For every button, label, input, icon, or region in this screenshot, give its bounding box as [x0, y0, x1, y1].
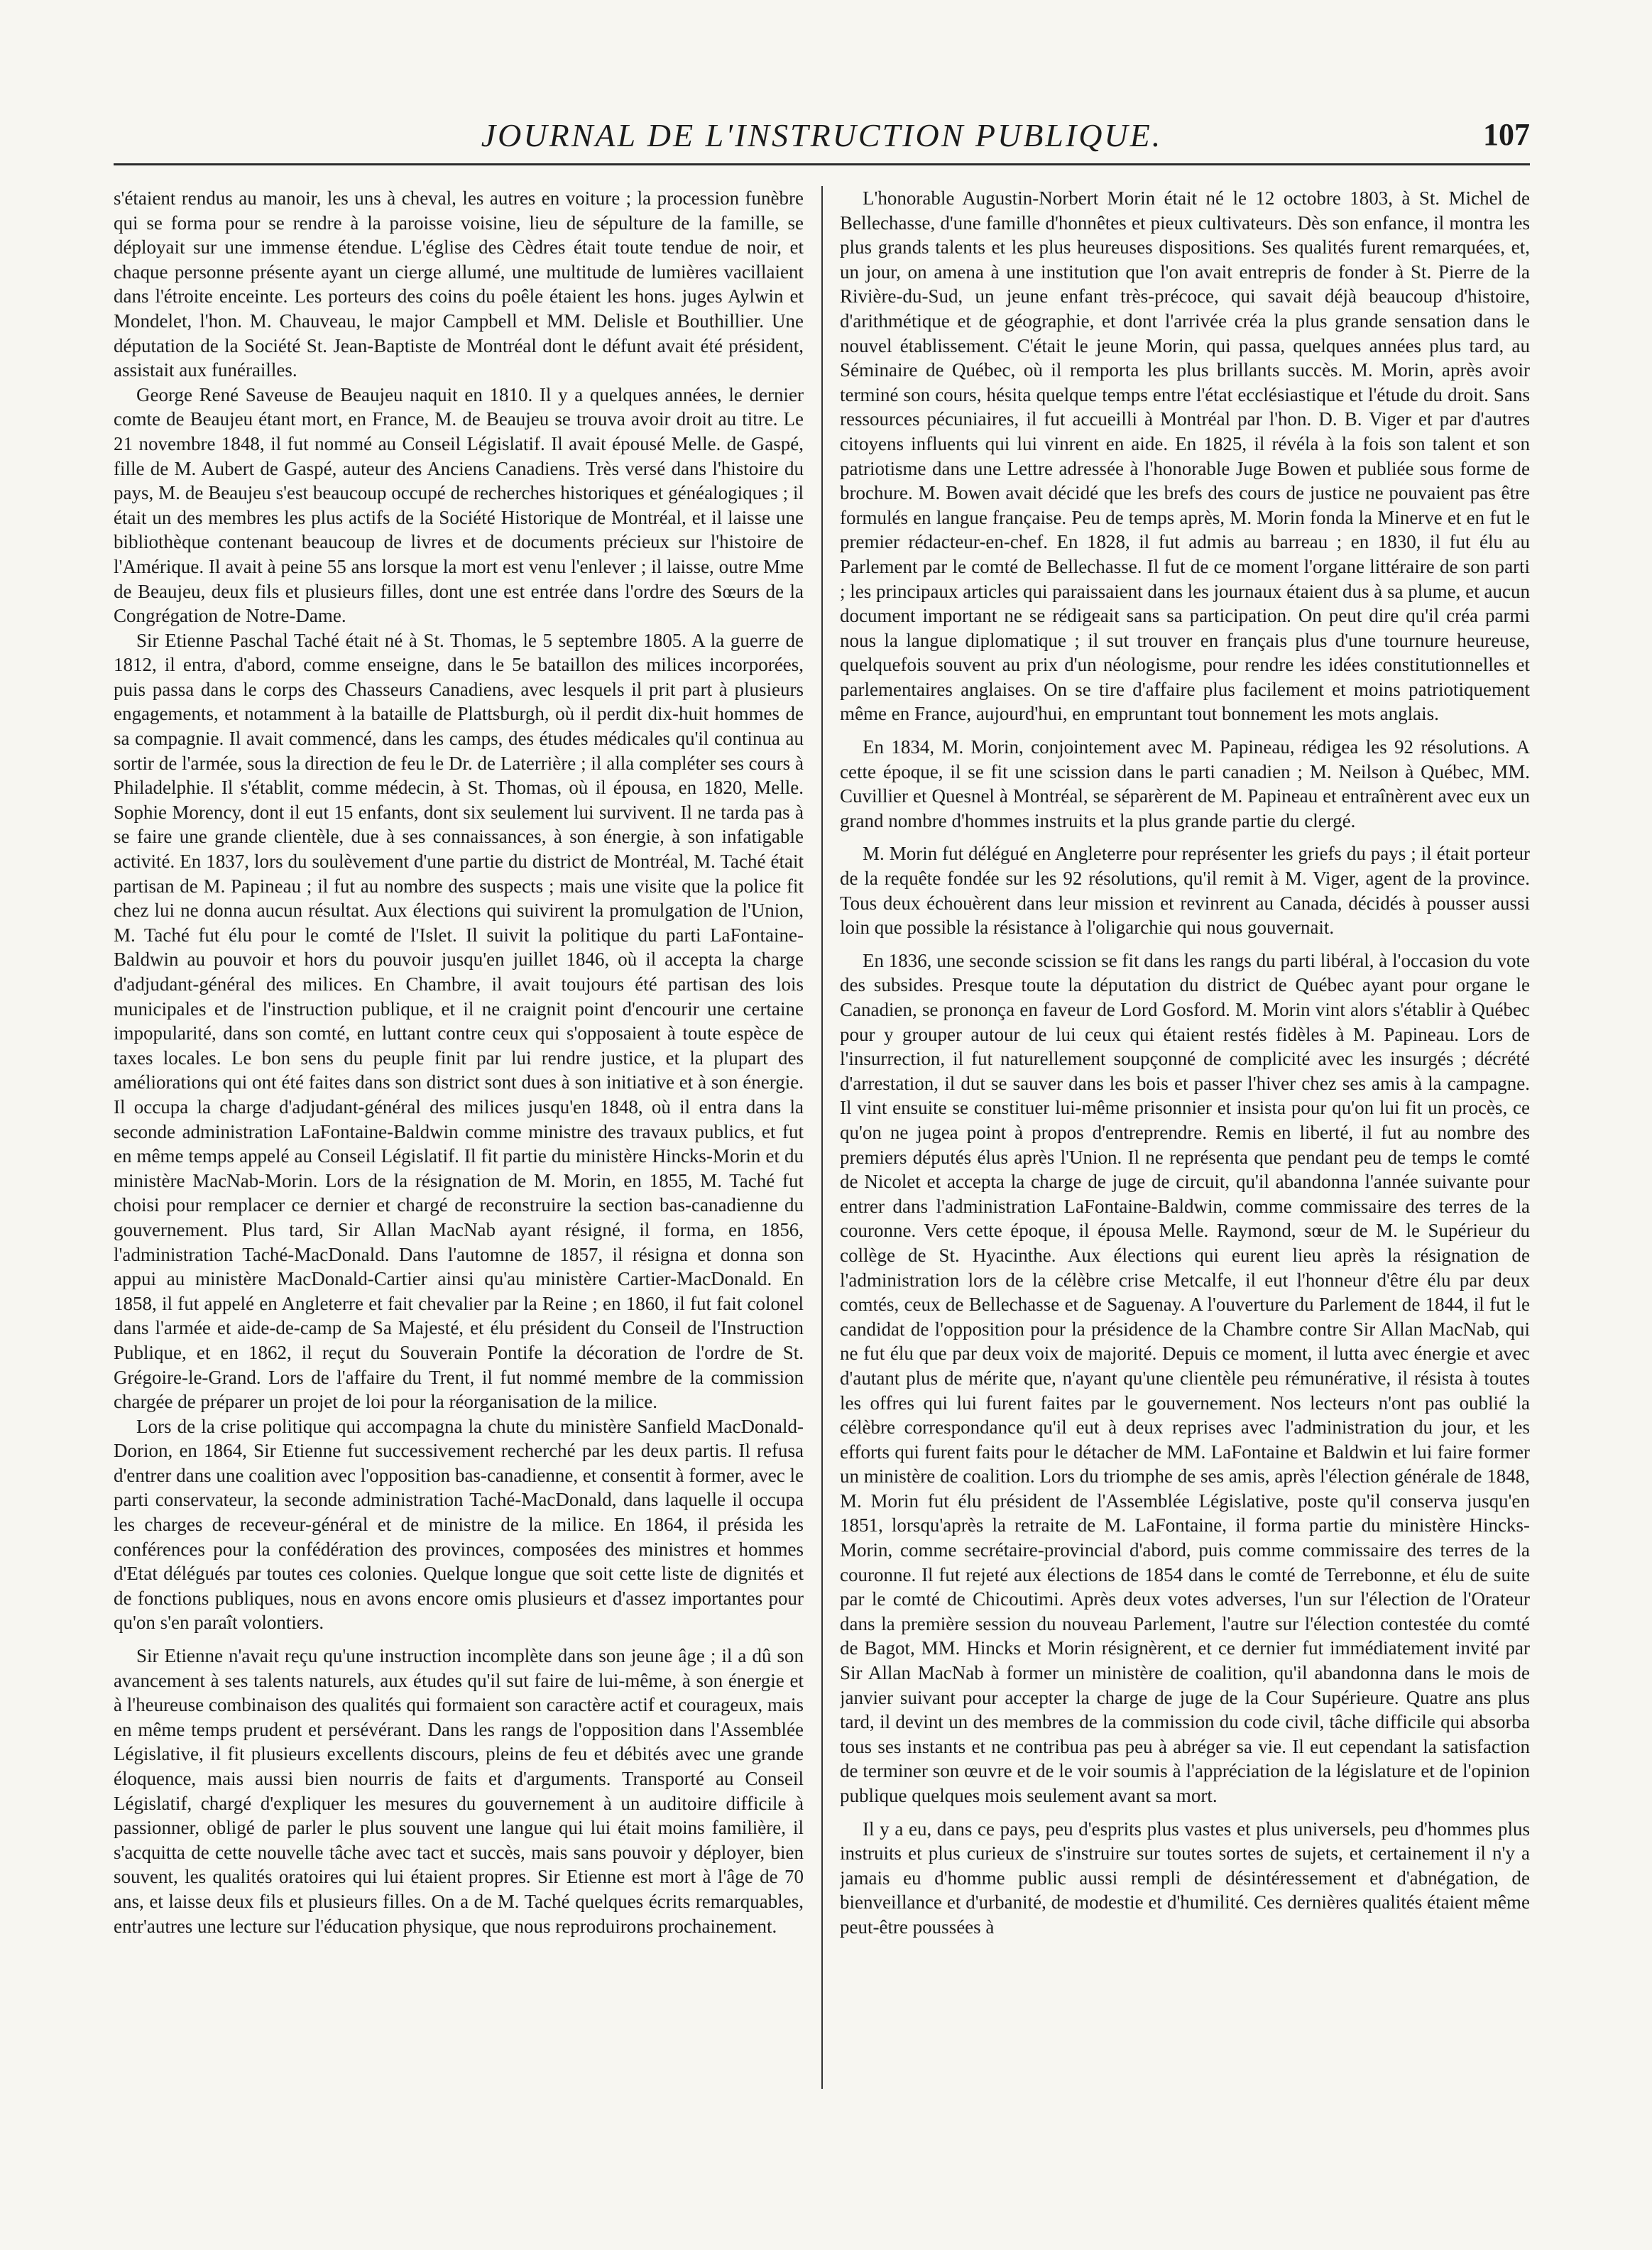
paragraph: L'honorable Augustin-Norbert Morin était né le 12 octobre 1803, à St. Michel de Bellechasse, d'une famille d'honnêtes et pieux cultivateurs. Dès son enfance, il montra les plus grands talents et les plus heureuses dispositions. Ses qualités furent remarquées, et, un jour, on amena à une institution que l'on avait entrepris de fonder à St. Pierre de la Rivière-du-Sud, un jeune enfant très-précoce, qui savait déjà beaucoup d'histoire, d'arithmétique et de géographie, et dont l'arrivée créa la plus grande sensation dans le nouvel établissement. C'était le jeune Morin, qui passa, quelques années plus tard, au Séminaire de Québec, où il remporta les plus brillants succès. M. Morin, après avoir terminé son cours, hésita quelque temps entre l'état ecclésiastique et l'étude du droit. Sans ressources pécuniaires, il fut accueilli à Montréal par l'hon. D. B. Viger et par d'autres citoyens influents qui lui vinrent en aide. En 1825, il révéla à la fois son talent et son patriotisme dans une Lettre adressée à l'honorable Juge Bowen et publiée sous forme de brochure. M. Bowen avait décidé que les brefs des cours de justice ne pouvaient pas être formulés en langue française. Peu de temps après, M. Morin fonda la Minerve et en fut le premier rédacteur-en-chef. En 1828, il fut admis au barreau ; en 1830, il fut élu au Parlement par le comté de Bellechasse. Il fut de ce moment l'organe littéraire de son parti ; les principaux articles qui paraissaient dans les journaux étaient dus à sa plume, et aucun document important ne se rédigeait sans sa participation. On peut dire qu'il créa parmi nous la langue diplomatique ; il sut trouver en français plus d'une tournure heureuse, quelquefois souvent au prix d'un néologisme, pour rendre les idées constitutionnelles et parlementaires anglaises. On se tire d'affaire plus facilement et moins patriotiquement même en France, aujourd'hui, en empruntant tout bonnement les mots anglais. [840, 187, 1530, 725]
left-column [114, 186, 804, 2096]
paragraph: s'étaient rendus au manoir, les uns à cheval, les autres en voiture ; la procession funèbre qui se forma pour se rendre à la paroisse voisine, lieu de sépulture de la famille, se déployait sur une immense étendue. L'église des Cèdres était toute tendue de noir, et chaque personne présente ayant un cierge allumé, une multitude de lumières vacillaient dans l'étroite enceinte. Les porteurs des coins du poêle étaient les hons. juges Aylwin et Mondelet, l'hon. M. Chauveau, le major Campbell et MM. Delisle et Bouthillier. Une députation de la Société St. Jean-Baptiste de Montréal dont le défunt avait été président, assistait aux funérailles. [114, 187, 804, 381]
paragraph: George René Saveuse de Beaujeu naquit en 1810. Il y a quelques années, le dernier comte de Beaujeu étant mort, en France, M. de Beaujeu se trouva avoir droit au titre. Le 21 novembre 1848, il fut nommé au Conseil Législatif. Il avait épousé Melle. de Gaspé, fille de M. Aubert de Gaspé, auteur des Anciens Canadiens. Très versé dans l'histoire du pays, M. de Beaujeu s'est beaucoup occupé de recherches historiques et généalogiques ; il était un des membres les plus actifs de la Société Historique de Montréal, et il laisse une bibliothèque contenant beaucoup de livres et de documents précieux sur l'histoire de l'Amérique. Il avait à peine 55 ans lorsque la mort est venu l'enlever ; il laisse, outre Mme de Beaujeu, deux fils et plusieurs filles, dont une est entrée dans l'ordre des Sœurs de la Congrégation de Notre-Dame. [114, 383, 804, 627]
paragraph: Sir Etienne n'avait reçu qu'une instruction incomplète dans son jeune âge ; il a dû son avancement à ses talents naturels, aux études qu'il sut faire de lui-même, à son énergie et à l'heureuse combinaison des qualités qui formaient son caractère actif et courageux, mais en même temps prudent et persévérant. Dans les rangs de l'opposition dans l'Assemblée Législative, il fit plusieurs excellents discours, pleins de feu et débités avec une grande éloquence, mais aussi bien nourris de faits et d'arguments. Transporté au Conseil Législatif, chargé d'expliquer les mesures du gouvernement à un auditoire difficile à passionner, obligé de parler le plus souvent une langue qui lui était moins familière, il s'acquitta de cette nouvelle tâche avec tact et succès, mais sans pouvoir y déployer, bien souvent, les qualités oratoires qui lui étaient propres. Sir Etienne est mort à l'âge de 70 ans, et laisse deux fils et plusieurs filles. On a de M. Taché quelques écrits remarquables, entr'autres une lecture sur l'éducation physique, que nous reproduirons prochainement. [114, 1645, 804, 1937]
paragraph: Il y a eu, dans ce pays, peu d'esprits plus vastes et plus universels, peu d'hommes plus instruits et plus curieux de s'instruire sur toutes sortes de sujets, et certainement il n'y a jamais eu d'homme public aussi rempli de désintéressement et d'abnégation, de bienveillance et d'urbanité, de modestie et d'humilité. Ces dernières qualités étaient même peut-être poussées à [840, 1818, 1530, 1938]
page-number: 107 [1483, 117, 1530, 152]
paragraph: Lors de la crise politique qui accompagna la chute du ministère Sanfield MacDonald-Dorion, en 1864, Sir Etienne fut successivement recherché par les deux partis. Il refusa d'entrer dans une coalition avec l'opposition bas-canadienne, et consentit à former, avec le parti conservateur, la seconde administration Taché-MacDonald, dans laquelle il occupa les charges de receveur-général et de ministre de la milice. En 1864, il présida les conférences pour la confédération des provinces, composées des ministres et hommes d'Etat délégués par toutes ces colonies. Quelque longue que soit cette liste de dignités et de fonctions publiques, nous en avons encore omis plusieurs et d'assez importantes pour qu'on s'en paraît volontiers. [114, 1415, 804, 1634]
paragraph: En 1836, une seconde scission se fit dans les rangs du parti libéral, à l'occasion du vote des subsides. Presque toute la députation du district de Québec ayant pour organe le Canadien, se prononça en faveur de Lord Gosford. M. Morin vint alors s'établir à Québec pour y grouper autour de lui ceux qui étaient restés fidèles à M. Papineau. Lors de l'insurrection, il fut naturellement soupçonné de complicité avec les insurgés ; décrété d'arrestation, il dut se sauver dans les bois et passer l'hiver chez ses amis à la campagne. Il vint ensuite se constituer lui-même prisonnier et insista pour qu'on lui fit un procès, ce qu'on ne jugea point à propos d'entreprendre. Remis en liberté, il fut au nombre des premiers députés élus après l'Union. Il ne représenta que pendant peu de temps le comté de Nicolet et accepta la charge de juge de circuit, qu'il abandonna l'année suivante pour entrer dans l'administration LaFontaine-Baldwin, comme commissaire des terres de la couronne. Vers cette époque, il épousa Melle. Raymond, sœur de M. le Supérieur du collège de St. Hyacinthe. Aux élections qui eurent lieu après la résignation de l'administration lors de la célèbre crise Metcalfe, il eut l'honneur d'être élu par deux comtés, ceux de Bellechasse et de Saguenay. A l'ouverture du Parlement de 1844, il fut le candidat de l'opposition pour la présidence de la Chambre contre Sir Allan MacNab, qui ne fut élu que par deux voix de majorité. Depuis ce moment, il lutta avec énergie et avec d'autant plus de mérite que, n'ayant qu'une clientèle peu rémunérative, il résista à toutes les offres qui lui furent faites par le gouvernement. Nos lecteurs n'ont pas oublié la célèbre correspondance qu'il eut à deux reprises avec l'administration du jour, et les efforts qui furent faits pour le détacher de MM. LaFontaine et Baldwin et lui faire former un ministère de coalition. Lors du triomphe de ses amis, après l'élection générale de 1848, M. Morin fut élu président de l'Assemblée Législative, poste qu'il conserva jusqu'en 1851, lorsqu'après la retraite de M. LaFontaine, il forma partie du ministère Hincks-Morin, comme secrétaire-provincial d'abord, puis comme commissaire des terres de la couronne. Il fut rejeté aux élections de 1854 dans le comté de Terrebonne, et élu de suite par le comté de Chicoutimi. Après deux votes adverses, l'un sur l'élection de l'Orateur dans la première session du nouveau Parlement, l'autre sur l'élection contestée du comté de Bagot, MM. Hincks et Morin résignèrent, et ce dernier fut immédiatement invité par Sir Allan MacNab à former un ministère de coalition, qu'il abandonna dans le mois de janvier suivant pour accepter la charge de juge de la Cour Supérieure. Quatre ans plus tard, il devint un des membres de la commission du code civil, tâche difficile qui absorba tous ses instants et ne contribua pas peu à abréger sa vie. Il eut cependant la satisfaction de terminer son œuvre et de le voir soumis à l'appréciation de la législature et de l'opinion publique quelques mois seulement avant sa mort. [840, 949, 1530, 1806]
page-header [114, 107, 1530, 165]
paragraph: M. Morin fut délégué en Angleterre pour représenter les griefs du pays ; il était porteur de la requête fondée sur les 92 résolutions, qu'il remit à M. Viger, agent de la province. Tous deux échouèrent dans leur mission et revinrent au Canada, décidés à pousser aussi loin que possible la résistance à l'oligarchie qui nous gouvernait. [840, 843, 1530, 939]
column-divider [821, 186, 823, 2089]
journal-title: JOURNAL DE L'INSTRUCTION PUBLIQUE. [481, 117, 1163, 153]
paragraph: Sir Etienne Paschal Taché était né à St. Thomas, le 5 septembre 1805. A la guerre de 1812, il entra, d'abord, comme enseigne, dans le 5e bataillon des milices incorporées, puis passa dans le corps des Chasseurs Canadiens, avec lesquels il prit part à plusieurs engagements, et notamment à la bataille de Plattsburgh, où il perdit dix-huit hommes de sa compagnie. Il avait commencé, dans les camps, des études médicales qu'il continua au sortir de l'armée, sous la direction de feu le Dr. de Laterrière ; il alla compléter ses cours à Philadelphie. Il s'établit, comme médecin, à St. Thomas, où il épousa, en 1820, Melle. Sophie Morency, dont il eut 15 enfants, dont six seulement lui survivent. Il ne tarda pas à se faire une grande clientèle, due à ses connaissances, à son énergie, à son infatigable activité. En 1837, lors du soulèvement d'une partie du district de Montréal, M. Taché était partisan de M. Papineau ; il fut au nombre des suspects ; mais une visite que la police fit chez lui ne donna aucun résultat. Aux élections qui suivirent la promulgation de l'Union, M. Taché fut élu pour le comté de l'Islet. Il suivit la politique du parti LaFontaine-Baldwin au pouvoir et hors du pouvoir jusqu'en juillet 1846, où il accepta la charge d'adjudant-général des milices. En Chambre, il avait toujours été partisan des lois municipales et de l'instruction publique, et il ne craignit point d'encourir une certaine impopularité, dans son comté, en luttant contre ceux qui s'opposaient à toute espèce de taxes locales. Le bon sens du peuple finit par lui rendre justice, et la plupart des améliorations qui ont été faites dans son district sont dues à son initiative et à son énergie. Il occupa la charge d'adjudant-général des milices jusqu'en 1848, où il entra dans la seconde administration LaFontaine-Baldwin comme ministre des travaux publics, et fut en même temps appelé au Conseil Législatif. Il fit partie du ministère Hincks-Morin et du ministère MacNab-Morin. Lors de la résignation de M. Morin, en 1855, M. Taché fut choisi pour remplacer ce dernier et chargé de reconstruire la section bas-canadienne du gouvernement. Plus tard, Sir Allan MacNab ayant résigné, il forma, en 1856, l'administration Taché-MacDonald. Dans l'automne de 1857, il résigna et donna son appui au ministère MacDonald-Cartier ainsi qu'au ministère Cartier-MacDonald. En 1858, il fut appelé en Angleterre et fait chevalier par la Reine ; en 1860, il fut fait colonel dans l'armée et aide-de-camp de Sa Majesté, et élu président du Conseil de l'Instruction Publique, et en 1862, il reçut du Souverain Pontife la décoration de l'ordre de St. Grégoire-le-Grand. Lors de l'affaire du Trent, il fut nommé membre de la commission chargée de préparer un projet de loi pour la réorganisation de la milice. [114, 629, 804, 1413]
paragraph: En 1834, M. Morin, conjointement avec M. Papineau, rédigea les 92 résolutions. A cette époque, il se fit une scission dans le parti canadien ; M. Neilson à Québec, MM. Cuvillier et Quesnel à Montréal, se séparèrent de M. Papineau et entraînèrent avec eux un grand nombre d'hommes instruits et la plus grande partie du clergé. [840, 736, 1530, 831]
right-column [840, 186, 1530, 2096]
